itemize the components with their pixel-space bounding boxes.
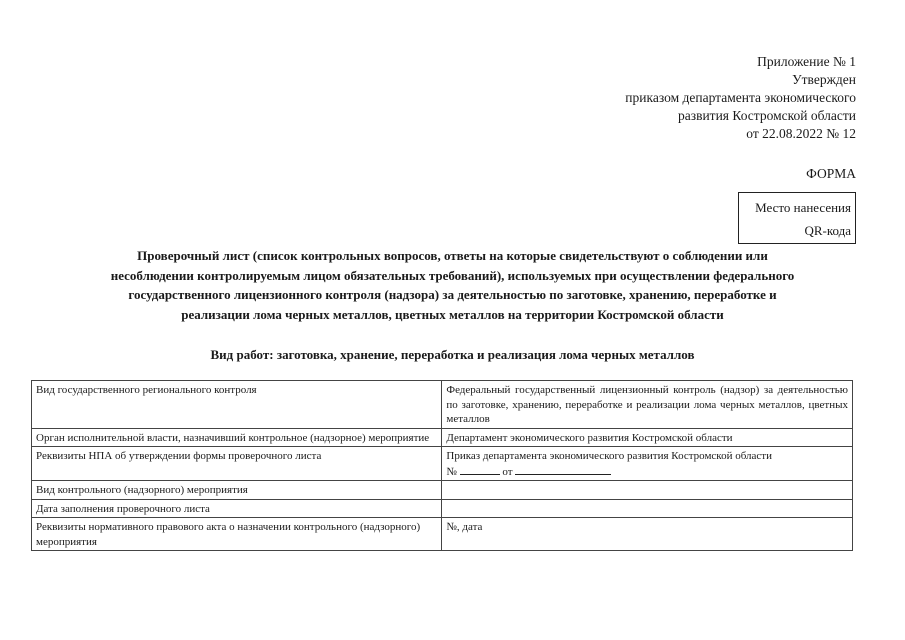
row-label: Дата заполнения проверочного листа [32,499,442,518]
appendix-number: Приложение № 1 [757,54,856,69]
table-row [32,518,853,551]
date-number-line: от 22.08.2022 № 12 [746,126,856,141]
appendix-block [516,53,856,143]
row-value: №, дата [442,518,853,551]
document-title-line1: Проверочный лист (список контрольных вопросов, ответы на которые свидетельствуют о соблюдении или [137,248,768,263]
order-number-date-line [446,464,848,480]
row-value-cell [442,447,853,481]
row-value [442,481,853,500]
document-title-line3: государственного лицензионного контроля (надзора) за деятельностью по заготовке, хранению, переработке и [128,287,777,302]
row-label: Реквизиты НПА об утверждении формы проверочного листа [32,447,442,481]
order-line: приказом департамента экономического [625,90,856,105]
row-label: Реквизиты нормативного правового акта о назначении контрольного (надзорного) мероприятия [32,518,442,551]
qr-box-line2: QR-кода [804,223,851,238]
row-label: Орган исполнительной власти, назначивший контрольное (надзорное) мероприятие [32,428,442,447]
table-row [32,499,853,518]
document-title-line4: реализации лома черных металлов, цветных металлов на территории Костромской области [181,306,724,322]
row-value [442,499,853,518]
qr-box-line1: Место нанесения [755,200,851,215]
checklist-info-table [31,380,853,551]
document-title-line2: несоблюдении контролируемым лицом обязательных требований), используемых при осуществлении федерального [110,267,795,283]
document-title [30,246,875,324]
table-row [32,481,853,500]
row-label: Вид контрольного (надзорного) мероприятия [32,481,442,500]
form-label: ФОРМА [806,166,856,181]
date-blank [515,464,611,475]
table-row [32,447,853,481]
row-value: Департамент экономического развития Костромской области [442,428,853,447]
qr-code-placeholder [738,192,856,244]
row-label: Вид государственного регионального контроля [32,381,442,429]
row-value: Приказ департамента экономического развития Костромской области [446,450,772,462]
table-row [32,428,853,447]
date-label: от [502,465,513,478]
row-value: Федеральный государственный лицензионный контроль (надзор) за деятельностью по заготовке, хранению, переработке и реализации лома черных металлов, цветных металлов [442,381,853,429]
table-row [32,381,853,429]
approved-label: Утвержден [792,72,856,87]
work-type-title: Вид работ: заготовка, хранение, переработка и реализация лома черных металлов [210,347,695,362]
number-label: № [446,465,457,478]
region-line: развития Костромской области [678,108,856,123]
number-blank [460,464,500,475]
